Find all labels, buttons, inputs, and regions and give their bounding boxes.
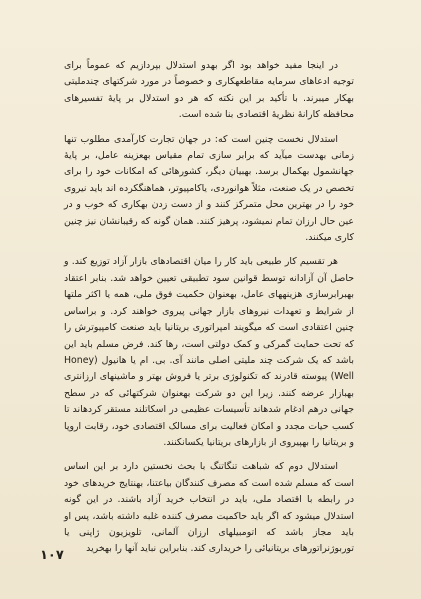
paragraph-2: استدلال نخست چنین است که: در جهان تجارت کارآمدی مطلوب تنها زمانی بهدست میآید که برابر سازی تمام مقیاس بهعزینه عامل، بر پایهٔ جهانشمول بهکمال برسد. بهبیان دیگر، کشورهائی که امکانات خود را برای تخصص در یک صنعت، مثلاً هوانوردی، یاکامپیوتر، هماهنگکرده اند باید نیروی خود را در بهترین محل متمرکز کنند و از دست زدن بهکاری که خوب و در عین حال ارزان تمام نمیشود، پرهیز کنند. همان گونه که رقیبانشان نیز چنین کاری میکنند. [64,133,354,244]
page-number: ۱۰۷ [40,548,64,563]
paragraph-1: در اینجا مفید خواهد بود اگر بهدو استدلال بپردازیم که عموماً برای توجیه ادعاهای سرمایه مقاطعهکاری و خصوصاً در مورد شرکتهای چندملیتی بهکار میبرند. با تأکید بر این نکته که هر دو استدلال بر پایهٔ تفسیرهای محافظه کارانهٔ نظریهٔ اقتصادی بنا شده است. [64,60,354,121]
paragraph-3: هر تقسیم کار طبیعی باید کار را میان اقتصادهای بازار آزاد توزیع کند. و حاصل آن آزادانه توسط قوانین سود تطبیقی تعیین خواهد شد. بنابر اعتقاد بهبرابرسازی هزینههای عامل، بهعنوان حکمیت فوق ملی، همه یا اکثر ملتها از شرایط و تعهدات نیروهای بازار جهانی پیروی خواهند کرد. و براساس چنین اعتقادی است که میگویند امپراتوری بریتانیا باید صنعت کامپیوترش را که تحت حمایت گمرکی و کمک دولتی است، رها کند. فرض مسلم باید این باشد که یک شرکت چند ملیتی اصلی مانند آی. بی. ام یا هانیول (Honey Well) پیوسته قادرند که تکنولوژی برتر یا فروش بهتر و ماشینهای ارزانتری بهبازار عرضه کنند. زیرا این دو شرکت بهعنوان شرکتهائی که در سطح جهانی درهم ادغام شدهاند تأسیسات عظیمی در اسکاتلند مستقر کردهاند تا کسب حیات مجدد و امکان فعالیت برای مسالک اقتصادی خود، رقابت اروپا و بریتانیا را بهپیروی از بازارهای بریتانیا یکسانکنند. [64,256,354,448]
body-text [64,58,354,566]
paragraph-4: استدلال دوم که شباهت تنگاتنگ با بحث نخستین دارد بر این اساس است که مسلم شده است که مصرف کنندگان بیاعتنا، بهنتایج خریدهای خود در رابطه با اقتصاد ملی، باید در انتخاب خرید آزاد باشند. در این گونه استدلال میشود که اگر باید حاکمیت مصرف کننده غلبه داشته باشد، پس او باید مجاز باشد که اتومبیلهای ارزان آلمانی، تلویزیون ژاپنی یا توربوژنراتورهای بریتانیائی را خریداری کند. بنابراین نباید آنها را بهخرید [64,461,354,555]
